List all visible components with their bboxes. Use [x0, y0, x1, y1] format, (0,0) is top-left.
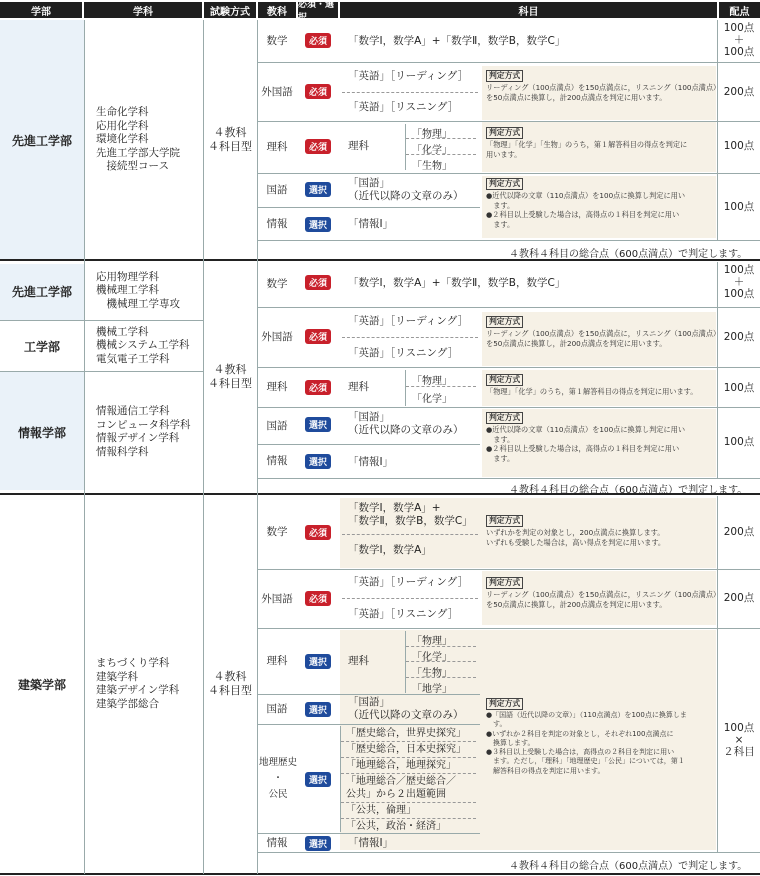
- subject-english: 外国語: [261, 593, 293, 605]
- method-science: [486, 127, 687, 159]
- method-title: 判定方式: [486, 577, 523, 589]
- method-text: リーディング（100点満点）を150点満点に，リスニング（100点満点） を50点満点に換算し，計200点満点を判定に用います。: [486, 329, 721, 348]
- method-text: ●「国語（近代以降の文章）」（110点満点）を100点に換算しま す。 ●いずれか２科目を判定の対象とし，それぞれ100点満点に 換算します。 ●３科目以上受験した場合は，高得点の２科目を判定に用い ます。ただし，「理科」「地理歴史」「公民」については，第１ 解答科目の得点を判定に用います。: [486, 711, 687, 775]
- exam-type-text: ４教科 ４科目型: [208, 670, 252, 697]
- exam-type: [204, 262, 256, 492]
- course-english-listening: 「英語」［リスニング］: [348, 101, 459, 113]
- subject-info: 情報: [266, 455, 288, 467]
- method-text: ●近代以降の文章（110点満点）を100点に換算し判定に用い ます。 ●２科目以上受験した場合は，高得点の１科目を判定に用い ます。: [486, 191, 686, 229]
- course-english-listening: 「英語」［リスニング］: [348, 347, 459, 359]
- row-line: [258, 240, 760, 241]
- dashed-divider: [341, 741, 476, 742]
- header-course: 科目: [340, 2, 717, 18]
- method-science: [486, 374, 697, 397]
- dashed-divider: [406, 646, 476, 647]
- section-divider: [0, 873, 760, 875]
- required-badge: 必須: [305, 84, 331, 99]
- course-math: 「数学Ⅰ，数学A」+「数学Ⅱ，数学B，数学C」: [348, 35, 566, 47]
- required-badge: 必須: [305, 380, 331, 395]
- course-geography: 「地理総合，地理探究」: [346, 760, 456, 771]
- exam-type-text: ４教科 ４科目型: [208, 126, 252, 153]
- required-badge: 必須: [305, 525, 331, 540]
- faculty-name: 建築学部: [17, 677, 66, 692]
- course-history-japan: 「歴史総合，日本史探究」: [346, 744, 466, 755]
- dashed-divider: [341, 802, 476, 803]
- method-electives: [486, 698, 687, 776]
- departments-text: 情報通信工学科 コンピュータ科学科 情報デザイン学科 情報科学科: [96, 405, 191, 458]
- col-line: [405, 370, 406, 406]
- departments-text: 応用物理学科 機械理工学科 機械理工学専攻: [96, 270, 180, 310]
- elective-badge: 選択: [305, 772, 331, 787]
- course-physics: 「物理」: [412, 636, 452, 647]
- faculty-name: 工学部: [23, 339, 60, 354]
- faculty-name: 先進工学部: [11, 284, 72, 299]
- col-line: [405, 124, 406, 170]
- method-text: 「物理」「化学」「生物」のうち，第１解答科目の得点を判定に 用います。: [486, 140, 688, 159]
- course-physics: 「物理」: [412, 376, 452, 387]
- method-title: 判定方式: [486, 178, 523, 190]
- header-subject: 教科: [258, 2, 296, 18]
- subject-english: 外国語: [261, 331, 293, 343]
- course-chemistry: 「化学」: [412, 652, 452, 663]
- subject-japanese: 国語: [266, 703, 288, 715]
- dashed-divider: [341, 757, 476, 758]
- row-line: [258, 307, 760, 308]
- elective-badge: 選択: [305, 182, 331, 197]
- method-title: 判定方式: [486, 515, 523, 527]
- subject-japanese: 国語: [266, 184, 288, 196]
- points-science: 100点: [723, 140, 755, 152]
- row-line: [258, 569, 760, 570]
- course-japanese: 「国語」 （近代以降の文章のみ）: [348, 411, 464, 436]
- row-line: [258, 852, 760, 853]
- dashed-divider: [406, 661, 476, 662]
- dashed-divider: [341, 773, 476, 774]
- points-math: 100点 ＋ 100点: [723, 22, 755, 58]
- course-biology: 「生物」: [412, 161, 452, 172]
- subject-japanese: 国語: [266, 420, 288, 432]
- method-title: 判定方式: [486, 412, 523, 424]
- col-line: [717, 496, 718, 852]
- course-info: 「情報Ⅰ」: [348, 837, 394, 849]
- exam-type-text: ４教科 ４科目型: [208, 363, 252, 390]
- course-chemistry: 「化学」: [412, 145, 452, 156]
- method-english: [486, 577, 720, 609]
- elective-badge: 選択: [305, 454, 331, 469]
- course-science-label: 理科: [348, 655, 369, 667]
- points-japanese-info: 100点: [723, 201, 755, 213]
- points-english: 200点: [723, 86, 755, 98]
- department-list: [96, 372, 202, 492]
- method-japanese-info: [486, 412, 685, 463]
- row-line: [258, 407, 760, 408]
- subject-math: 数学: [266, 35, 288, 47]
- department-list: [96, 496, 202, 872]
- row-line: [258, 121, 760, 122]
- elective-badge: 選択: [305, 654, 331, 669]
- course-science-label: 理科: [348, 140, 369, 152]
- method-japanese-info: [486, 178, 685, 229]
- subject-math: 数学: [266, 278, 288, 290]
- course-earth-science: 「地学」: [412, 684, 452, 695]
- points-japanese-info: 100点: [723, 436, 755, 448]
- course-chemistry: 「化学」: [412, 394, 452, 405]
- col-line: [405, 631, 406, 693]
- dashed-divider: [342, 337, 478, 338]
- dashed-divider: [406, 154, 476, 155]
- elective-badge: 選択: [305, 702, 331, 717]
- subject-info: 情報: [266, 218, 288, 230]
- total-note: ４教科４科目の総合点（600点満点）で判定します。: [509, 861, 748, 872]
- method-title: 判定方式: [486, 698, 523, 710]
- required-badge: 必須: [305, 329, 331, 344]
- method-text: リーディング（100点満点）を150点満点に，リスニング（100点満点） を50点満点に換算し，計200点満点を判定に用います。: [486, 590, 721, 609]
- departments-text: 機械工学科 機械システム工学科 電気電子工学科: [96, 325, 190, 365]
- faculty-name: 先進工学部: [11, 133, 72, 148]
- method-text: 「物理」「化学」のうち，第１解答科目の得点を判定に用います。: [486, 387, 698, 396]
- points-english: 200点: [723, 592, 755, 604]
- course-math-b: 「数学Ⅰ，数学A」: [348, 544, 432, 556]
- method-title: 判定方式: [486, 316, 523, 328]
- department-list: [96, 20, 202, 260]
- dashed-divider: [406, 386, 476, 387]
- faculty-name: 情報学部: [17, 425, 66, 440]
- course-japanese: 「国語」 （近代以降の文章のみ）: [348, 696, 464, 721]
- header-department: 学科: [84, 2, 202, 18]
- dashed-divider: [342, 598, 478, 599]
- method-text: いずれかを判定の対象とし，200点満点に換算します。 いずれも受験した場合は，高い得点を判定に用います。: [486, 528, 666, 547]
- departments-text: 生命化学科 応用化学科 環境化学科 先進工学部大学院 接続型コース: [96, 106, 180, 173]
- subject-english: 外国語: [261, 86, 293, 98]
- subject-science: 理科: [266, 655, 288, 667]
- points-math: 200点: [723, 526, 755, 538]
- method-title: 判定方式: [486, 374, 523, 386]
- total-note: ４教科４科目の総合点（600点満点）で判定します。: [509, 485, 748, 496]
- points-science: 100点: [723, 382, 755, 394]
- course-info: 「情報Ⅰ」: [348, 456, 394, 468]
- row-line: [258, 478, 760, 479]
- course-english-reading: 「英語」［リーディング］: [348, 315, 469, 327]
- method-title: 判定方式: [486, 70, 523, 82]
- required-badge: 必須: [305, 275, 331, 290]
- department-list: [96, 264, 202, 318]
- course-math-a: 「数学Ⅰ，数学A」+ 「数学Ⅱ，数学B，数学C」: [348, 502, 473, 527]
- dashed-divider: [342, 92, 478, 93]
- course-combined-range: 「地理総合／歴史総合／ 公共」から２出題範囲: [346, 776, 456, 800]
- subject-geo-history-civics: 地理歴史 ・ 公民: [258, 757, 297, 800]
- points-electives: 100点 × ２科目: [723, 722, 755, 758]
- course-english-reading: 「英語」［リーディング］: [348, 576, 469, 588]
- course-japanese: 「国語」 （近代以降の文章のみ）: [348, 177, 464, 202]
- col-line: [84, 20, 85, 874]
- departments-text: まちづくり学科 建築学科 建築デザイン学科 建築学部総合: [96, 657, 180, 710]
- method-english: [486, 70, 720, 102]
- dashed-divider: [406, 677, 476, 678]
- total-note: ４教科４科目の総合点（600点満点）で判定します。: [509, 249, 748, 260]
- row-line: [258, 173, 760, 174]
- required-badge: 必須: [305, 591, 331, 606]
- points-math: 100点 ＋ 100点: [723, 264, 755, 300]
- header-faculty: 学部: [0, 2, 82, 18]
- course-english-reading: 「英語」［リーディング］: [348, 70, 469, 82]
- points-english: 200点: [723, 331, 755, 343]
- course-physics: 「物理」: [412, 129, 452, 140]
- dashed-divider: [342, 534, 478, 535]
- course-english-listening: 「英語」［リスニング］: [348, 608, 459, 620]
- subject-science: 理科: [266, 381, 288, 393]
- elective-badge: 選択: [305, 217, 331, 232]
- required-badge: 必須: [305, 139, 331, 154]
- elective-badge: 選択: [305, 417, 331, 432]
- method-text: ●近代以降の文章（110点満点）を100点に換算し判定に用い ます。 ●２科目以上受験した場合は，高得点の１科目を判定に用い ます。: [486, 425, 686, 463]
- course-history-world: 「歴史総合，世界史探究」: [346, 728, 466, 739]
- subject-science: 理科: [266, 141, 288, 153]
- header-required-elective: 必須・選択: [298, 2, 338, 18]
- course-science-label: 理科: [348, 381, 369, 393]
- subject-math: 数学: [266, 526, 288, 538]
- department-list: [96, 321, 202, 371]
- header-points: 配点: [719, 2, 760, 18]
- exam-type: [204, 496, 256, 872]
- course-biology: 「生物」: [412, 668, 452, 679]
- course-info: 「情報Ⅰ」: [348, 218, 394, 230]
- method-title: 判定方式: [486, 127, 523, 139]
- dashed-divider: [341, 818, 476, 819]
- row-line: [258, 628, 760, 629]
- header-exam-type: 試験方式: [204, 2, 256, 18]
- subject-info: 情報: [266, 837, 288, 849]
- required-badge: 必須: [305, 33, 331, 48]
- method-math: [486, 515, 665, 547]
- course-civics-politics: 「公共，政治・経済」: [346, 821, 446, 832]
- row-line: [258, 62, 760, 63]
- row-line: [258, 367, 760, 368]
- course-math: 「数学Ⅰ，数学A」+「数学Ⅱ，数学B，数学C」: [348, 277, 566, 289]
- course-civics-ethics: 「公共，倫理」: [346, 805, 416, 816]
- method-text: リーディング（100点満点）を150点満点に，リスニング（100点満点） を50点満点に換算し，計200点満点を判定に用います。: [486, 83, 721, 102]
- dashed-divider: [406, 138, 476, 139]
- exam-type: [204, 20, 256, 260]
- elective-badge: 選択: [305, 836, 331, 851]
- method-english: [486, 316, 720, 348]
